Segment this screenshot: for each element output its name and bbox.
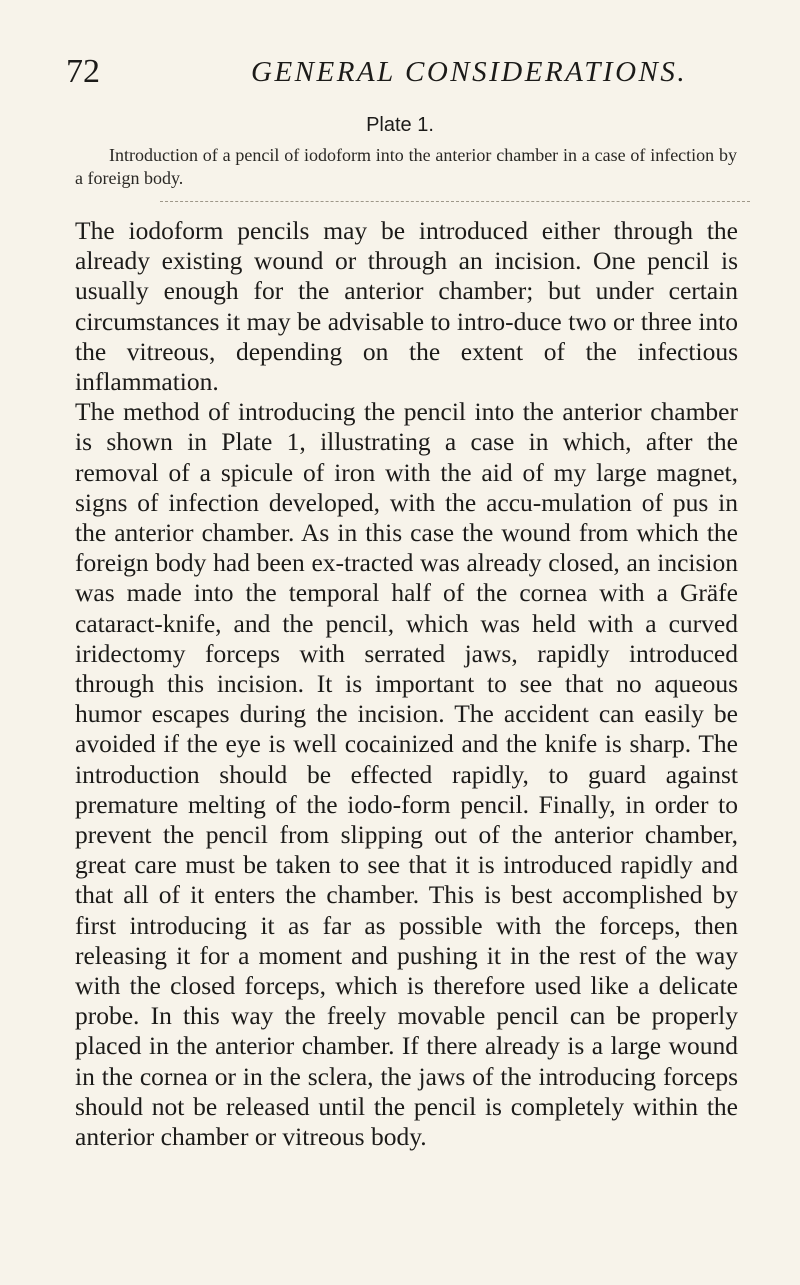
caption-divider (160, 201, 750, 202)
body-text (75, 216, 738, 1152)
paragraph-2: The method of introducing the pencil into the anterior chamber is shown in Plate 1, illustrating a case in which, after the removal of a spicule of iron with the aid of my large magnet, signs of infection developed, with the accu-mulation of pus in the anterior chamber. As in this case the wound from which the foreign body had been ex-tracted was already closed, an incision was made into the temporal half of the cornea with a Gräfe cataract-knife, and the pencil, which was held with a curved iridectomy forceps with serrated jaws, rapidly introduced through this incision. It is important to see that no aqueous humor escapes during the incision. The accident can easily be avoided if the eye is well cocainized and the knife is sharp. The introduction should be effected rapidly, to guard against premature melting of the iodo-form pencil. Finally, in order to prevent the pencil from slipping out of the anterior chamber, great care must be taken to see that it is introduced rapidly and that all of it enters the chamber. This is best accomplished by first introducing it as far as possible with the forceps, then releasing it for a moment and pushing it in the rest of the way with the closed forceps, which is therefore used like a delicate probe. In this way the freely movable pencil can be properly placed in the anterior chamber. If there already is a large wound in the cornea or in the sclera, the jaws of the introducing forceps should not be released until the pencil is completely within the anterior chamber or vitreous body. (75, 397, 738, 1152)
running-head-title: GENERAL CONSIDERATIONS. (251, 56, 688, 88)
plate-caption: Introduction of a pencil of iodoform into the anterior chamber in a case of infection by a foreign body. (75, 145, 737, 188)
paragraph-1: The iodoform pencils may be introduced either through the already existing wound or through an incision. One pencil is usually enough for the anterior chamber; but under certain circumstances it may be advisable to intro-duce two or three into the vitreous, depending on the extent of the infectious inflammation. (75, 216, 738, 397)
plate-label: Plate 1. (366, 114, 434, 136)
page-number: 72 (66, 53, 100, 90)
running-head (66, 52, 756, 92)
